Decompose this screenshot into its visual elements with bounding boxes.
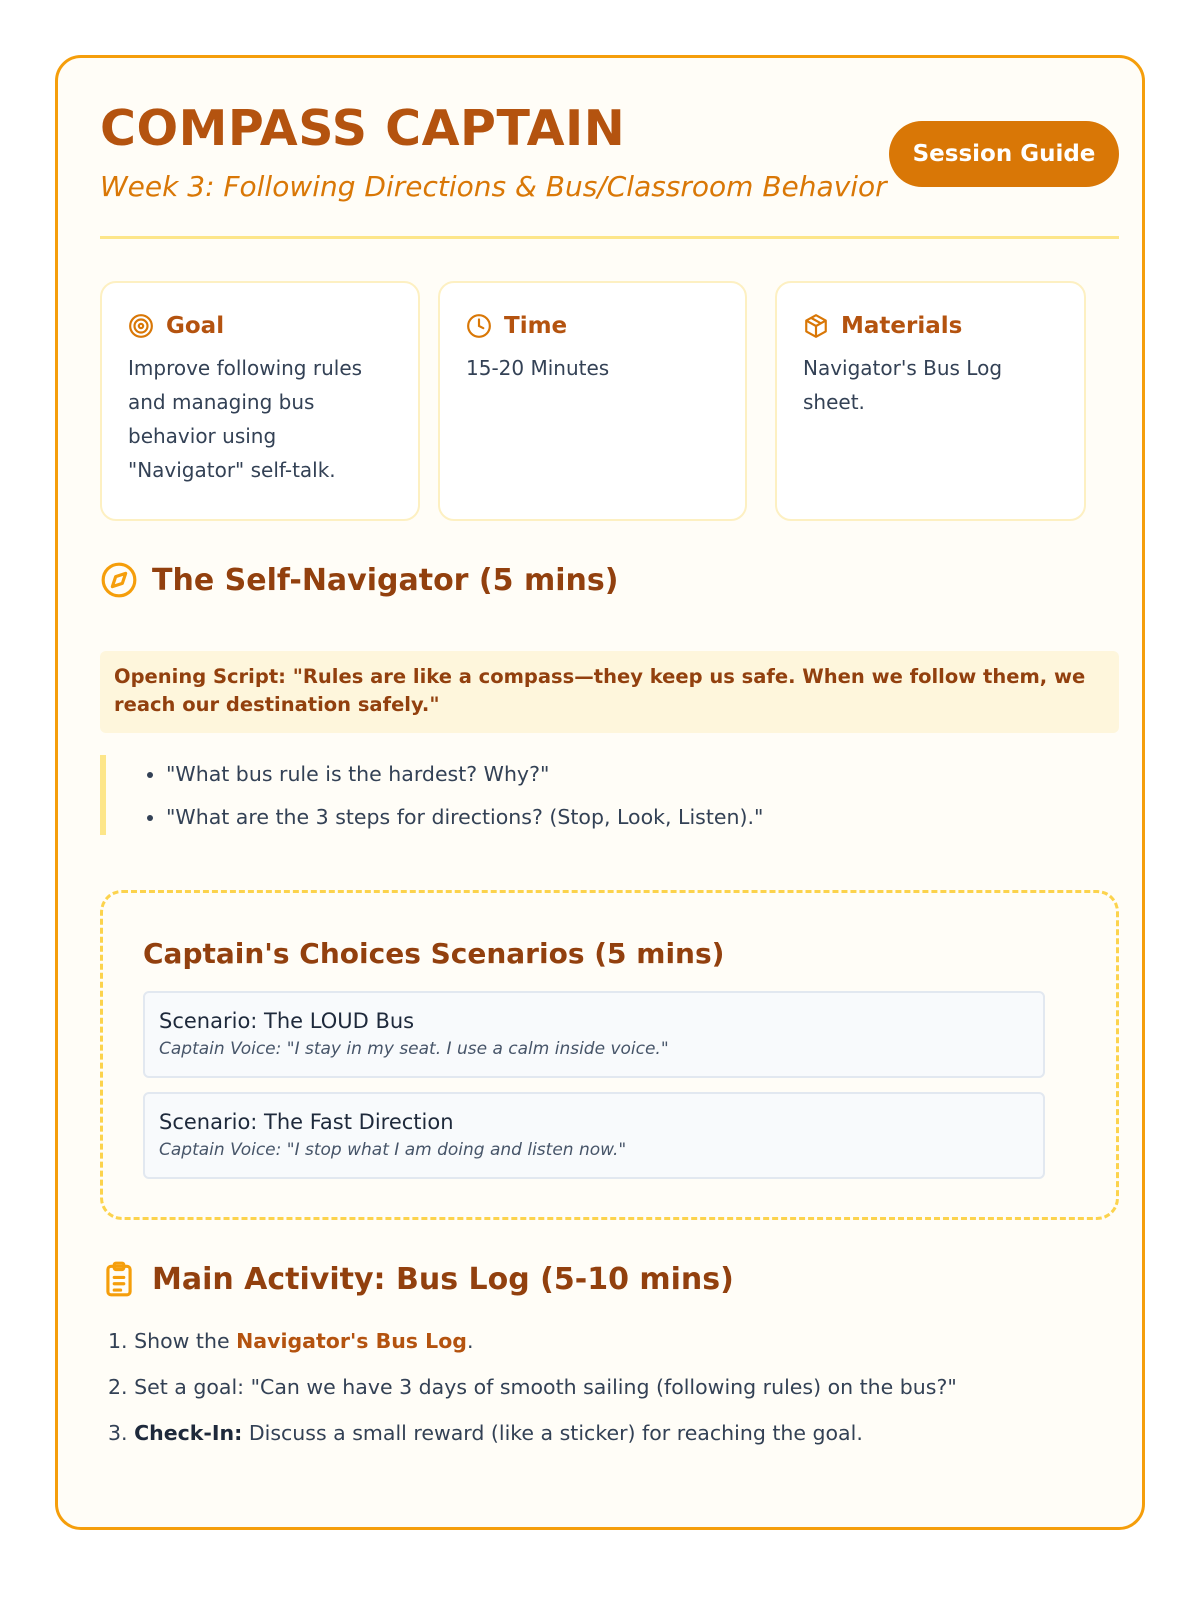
box-icon xyxy=(803,313,829,339)
materials-text: Navigator's Bus Log sheet. xyxy=(803,356,1003,414)
list-item xyxy=(100,1318,1100,1364)
materials-card xyxy=(775,281,1086,521)
compass-icon xyxy=(100,561,138,599)
goal-text: Improve following rules and managing bus behavior using "Navigator" self-talk. xyxy=(128,356,363,482)
step-label: Check-In: xyxy=(134,1421,243,1445)
step-number: 3. xyxy=(108,1421,128,1445)
scenario-name: Scenario: The LOUD Bus xyxy=(159,1009,415,1033)
scenarios-title: Captain's Choices Scenarios (5 mins) xyxy=(143,937,725,970)
self-navigator-heading xyxy=(100,561,618,599)
step-number: 1. xyxy=(108,1329,128,1353)
target-icon xyxy=(128,313,154,339)
self-navigator-title: The Self-Navigator (5 mins) xyxy=(152,562,619,598)
time-card xyxy=(438,281,747,521)
step-text: . xyxy=(466,1329,474,1353)
scenario-card xyxy=(143,1092,1045,1179)
list-item: • "What bus rule is the hardest? Why?" xyxy=(166,755,1000,798)
page-title: COMPASS CAPTAIN xyxy=(100,100,626,157)
step-text: Show the xyxy=(134,1329,237,1353)
list-item xyxy=(100,1364,1100,1410)
goal-label: Goal xyxy=(166,313,225,339)
bus-log-link: Navigator's Bus Log xyxy=(236,1329,467,1353)
materials-label: Materials xyxy=(841,313,963,339)
clock-icon xyxy=(466,313,492,339)
list-item: • "What are the 3 steps for directions? (Stop, Look, Listen)." xyxy=(166,798,1000,841)
step-text: Set a goal: "Can we have 3 days of smooth sailing (following rules) on the bus?" xyxy=(134,1375,957,1399)
scenario-voice: Captain Voice: "I stop what I am doing and listen now." xyxy=(159,1140,627,1160)
page-subtitle: Week 3: Following Directions & Bus/Classroom Behavior xyxy=(100,170,887,203)
opening-script: Opening Script: "Rules are like a compass—they keep us safe. When we follow them, we reach our destination safely." xyxy=(100,651,1119,733)
main-activity-title: Main Activity: Bus Log (5-10 mins) xyxy=(152,1261,734,1297)
step-number: 2. xyxy=(108,1375,128,1399)
time-label: Time xyxy=(504,313,568,339)
scenario-name: Scenario: The Fast Direction xyxy=(159,1110,454,1134)
time-text: 15-20 Minutes xyxy=(466,356,610,380)
clipboard-icon xyxy=(100,1260,138,1298)
scenario-voice: Captain Voice: "I stay in my seat. I use a calm inside voice." xyxy=(159,1039,669,1059)
step-text: Discuss a small reward (like a sticker) for reaching the goal. xyxy=(242,1421,863,1445)
goal-card xyxy=(100,281,420,521)
header-divider xyxy=(100,236,1119,239)
discussion-questions xyxy=(100,755,1000,835)
main-activity-heading xyxy=(100,1260,734,1298)
session-guide-card xyxy=(55,55,1145,1530)
activity-steps xyxy=(100,1318,1100,1456)
scenarios-box xyxy=(100,890,1119,1220)
scenario-card xyxy=(143,991,1045,1078)
session-guide-badge: Session Guide xyxy=(889,121,1119,187)
list-item xyxy=(100,1410,1100,1456)
